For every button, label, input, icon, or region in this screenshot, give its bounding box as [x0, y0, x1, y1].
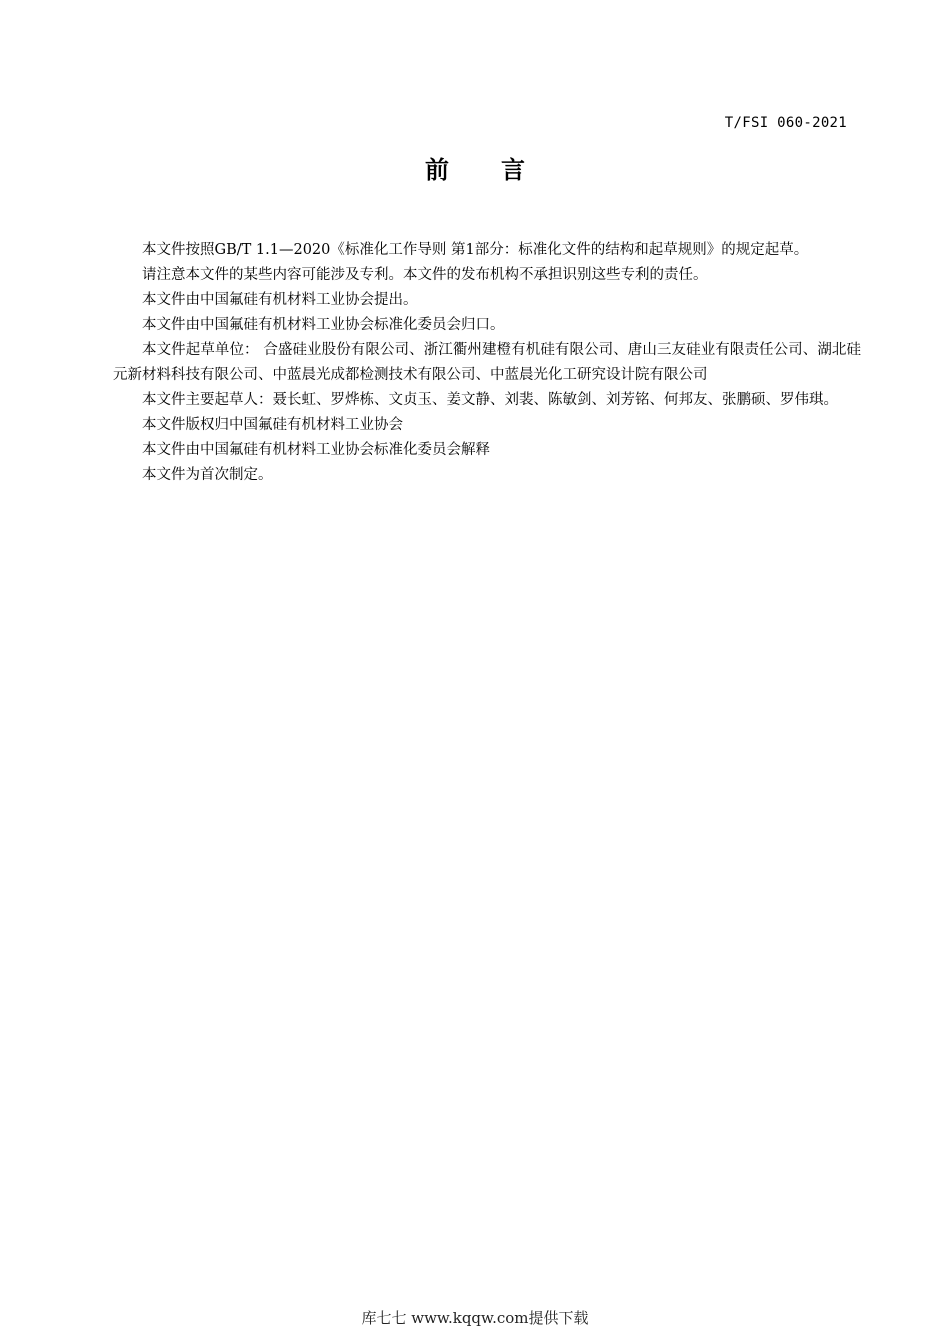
title-char-1: 前 [425, 156, 449, 184]
title-char-2: 言 [501, 156, 525, 184]
page-title [0, 150, 950, 185]
paragraph-interpretation: 本文件由中国氟硅有机材料工业协会标准化委员会解释 [142, 442, 490, 458]
standard-code: T/FSI 060-2021 [724, 115, 847, 131]
paragraph-drafting-units: 本文件起草单位： 合盛硅业股份有限公司、浙江衢州建橙有机硅有限公司、唐山三友硅业有限责任公司、湖北硅元新材料科技有限公司、中蓝晨光成都检测技术有限公司、中蓝晨光化工研究设计院有限公司 [113, 342, 861, 383]
paragraph-proposer: 本文件由中国氟硅有机材料工业协会提出。 [142, 292, 418, 308]
paragraph-first-edition: 本文件为首次制定。 [142, 467, 273, 483]
paragraph-copyright: 本文件版权归中国氟硅有机材料工业协会 [142, 417, 403, 433]
download-watermark: 库七七 www.kqqw.com提供下载 [361, 1309, 589, 1327]
foreword-body [113, 238, 861, 488]
paragraph-technical-committee: 本文件由中国氟硅有机材料工业协会标准化委员会归口。 [142, 317, 505, 333]
paragraph-drafting-rules: 本文件按照GB/T 1.1—2020《标准化工作导则 第1部分：标准化文件的结构和起草规则》的规定起草。 [142, 242, 809, 258]
paragraph-patent-notice: 请注意本文件的某些内容可能涉及专利。本文件的发布机构不承担识别这些专利的责任。 [142, 267, 708, 283]
paragraph-main-drafters: 本文件主要起草人：聂长虹、罗烨栋、文贞玉、姜文静、刘裴、陈敏剑、刘芳铭、何邦友、张鹏硕、罗伟琪。 [142, 392, 838, 408]
